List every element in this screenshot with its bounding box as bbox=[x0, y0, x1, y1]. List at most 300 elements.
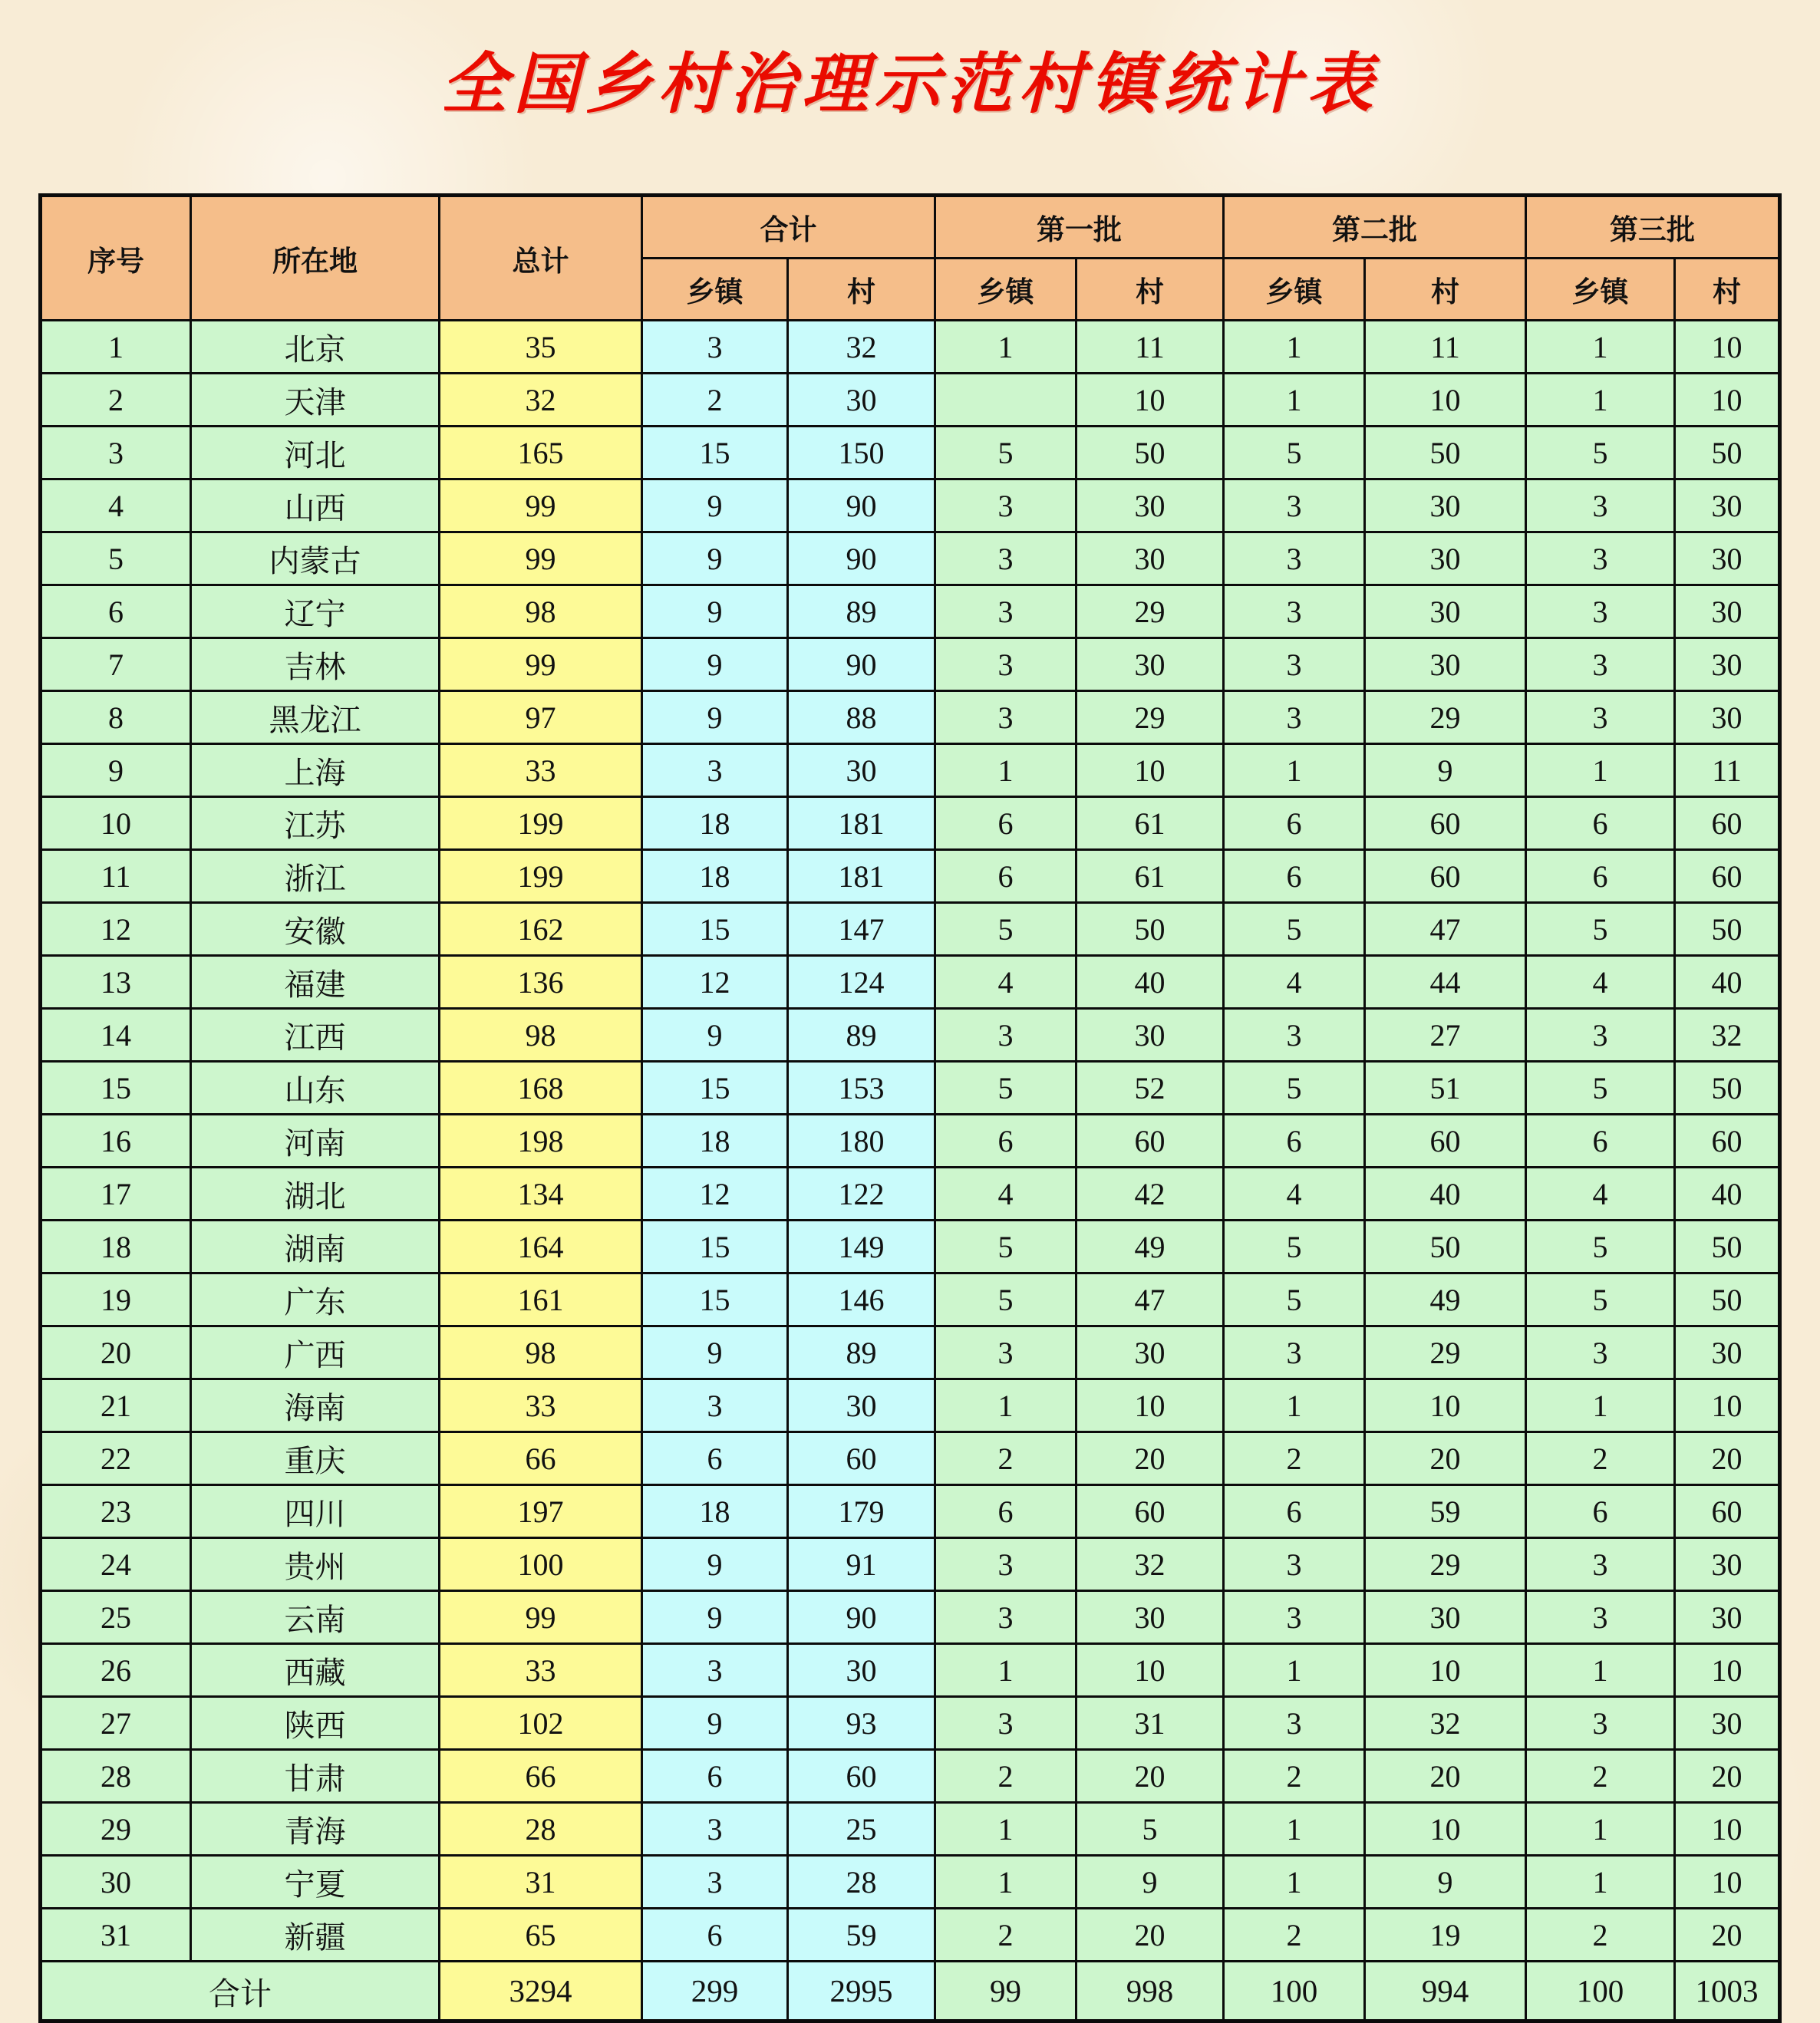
cell-total-township: 6 bbox=[642, 1750, 788, 1803]
cell-total-township: 3 bbox=[642, 321, 788, 374]
header-group-batch3: 第三批 bbox=[1526, 196, 1780, 259]
cell-grand-total: 31 bbox=[440, 1856, 642, 1909]
cell-batch2-township: 3 bbox=[1224, 479, 1365, 532]
footer-row bbox=[41, 1962, 1780, 2021]
cell-batch1-village: 32 bbox=[1077, 1538, 1224, 1591]
cell-batch1-village: 61 bbox=[1077, 797, 1224, 850]
cell-total-village: 147 bbox=[788, 903, 935, 956]
cell-no: 15 bbox=[41, 1062, 191, 1115]
cell-grand-total: 28 bbox=[440, 1803, 642, 1856]
cell-batch1-village: 30 bbox=[1077, 1591, 1224, 1644]
cell-total-township: 15 bbox=[642, 903, 788, 956]
cell-no: 21 bbox=[41, 1379, 191, 1432]
header-group-batch2: 第二批 bbox=[1224, 196, 1526, 259]
cell-total-village: 150 bbox=[788, 427, 935, 479]
cell-region: 陕西 bbox=[191, 1697, 440, 1750]
cell-batch2-township: 1 bbox=[1224, 1856, 1365, 1909]
cell-grand-total: 99 bbox=[440, 479, 642, 532]
header-col-grand-total: 总计 bbox=[440, 196, 642, 321]
cell-total-township: 9 bbox=[642, 1697, 788, 1750]
cell-region: 北京 bbox=[191, 321, 440, 374]
cell-region: 河北 bbox=[191, 427, 440, 479]
cell-batch3-village: 50 bbox=[1675, 903, 1780, 956]
table-row bbox=[41, 1538, 1780, 1591]
cell-batch1-township: 2 bbox=[935, 1750, 1077, 1803]
cell-no: 28 bbox=[41, 1750, 191, 1803]
cell-batch1-village: 10 bbox=[1077, 374, 1224, 427]
cell-no: 2 bbox=[41, 374, 191, 427]
table-row bbox=[41, 1591, 1780, 1644]
cell-grand-total: 198 bbox=[440, 1115, 642, 1168]
cell-region: 新疆 bbox=[191, 1909, 440, 1962]
table-row bbox=[41, 1009, 1780, 1062]
cell-total-village: 89 bbox=[788, 1326, 935, 1379]
cell-region: 贵州 bbox=[191, 1538, 440, 1591]
cell-batch3-township: 3 bbox=[1526, 532, 1675, 585]
cell-region: 重庆 bbox=[191, 1432, 440, 1485]
table-row bbox=[41, 1115, 1780, 1168]
cell-no: 14 bbox=[41, 1009, 191, 1062]
cell-batch2-township: 1 bbox=[1224, 1644, 1365, 1697]
cell-batch2-township: 3 bbox=[1224, 1326, 1365, 1379]
cell-batch1-village: 31 bbox=[1077, 1697, 1224, 1750]
cell-batch3-township: 6 bbox=[1526, 1485, 1675, 1538]
table-row bbox=[41, 903, 1780, 956]
footer-batch1-township: 99 bbox=[935, 1962, 1077, 2021]
cell-no: 7 bbox=[41, 638, 191, 691]
table-row bbox=[41, 532, 1780, 585]
cell-total-village: 28 bbox=[788, 1856, 935, 1909]
cell-total-township: 3 bbox=[642, 1856, 788, 1909]
cell-batch3-village: 30 bbox=[1675, 479, 1780, 532]
cell-batch2-village: 27 bbox=[1365, 1009, 1526, 1062]
cell-total-village: 30 bbox=[788, 1379, 935, 1432]
cell-batch1-village: 29 bbox=[1077, 585, 1224, 638]
cell-total-village: 181 bbox=[788, 797, 935, 850]
cell-region: 天津 bbox=[191, 374, 440, 427]
cell-total-township: 9 bbox=[642, 1009, 788, 1062]
cell-total-township: 9 bbox=[642, 638, 788, 691]
cell-grand-total: 99 bbox=[440, 638, 642, 691]
cell-grand-total: 197 bbox=[440, 1485, 642, 1538]
table-row bbox=[41, 1697, 1780, 1750]
cell-region: 吉林 bbox=[191, 638, 440, 691]
cell-batch1-village: 42 bbox=[1077, 1168, 1224, 1221]
cell-region: 青海 bbox=[191, 1803, 440, 1856]
table-row bbox=[41, 797, 1780, 850]
cell-batch1-township: 1 bbox=[935, 1856, 1077, 1909]
cell-batch2-township: 5 bbox=[1224, 1221, 1365, 1273]
cell-batch1-village: 10 bbox=[1077, 1379, 1224, 1432]
cell-batch2-village: 51 bbox=[1365, 1062, 1526, 1115]
cell-no: 26 bbox=[41, 1644, 191, 1697]
table-row bbox=[41, 427, 1780, 479]
cell-batch2-township: 2 bbox=[1224, 1750, 1365, 1803]
cell-no: 4 bbox=[41, 479, 191, 532]
cell-batch1-village: 11 bbox=[1077, 321, 1224, 374]
table-header bbox=[41, 196, 1780, 321]
cell-batch2-township: 6 bbox=[1224, 797, 1365, 850]
cell-batch3-township: 1 bbox=[1526, 1644, 1675, 1697]
cell-batch2-village: 10 bbox=[1365, 1379, 1526, 1432]
cell-grand-total: 199 bbox=[440, 850, 642, 903]
cell-grand-total: 162 bbox=[440, 903, 642, 956]
cell-batch3-village: 60 bbox=[1675, 1485, 1780, 1538]
header-total-village: 村 bbox=[788, 259, 935, 321]
cell-batch1-village: 30 bbox=[1077, 1009, 1224, 1062]
footer-batch2-village: 994 bbox=[1365, 1962, 1526, 2021]
footer-batch1-village: 998 bbox=[1077, 1962, 1224, 2021]
cell-batch2-township: 3 bbox=[1224, 532, 1365, 585]
cell-batch3-township: 1 bbox=[1526, 374, 1675, 427]
cell-batch3-township: 5 bbox=[1526, 1273, 1675, 1326]
cell-grand-total: 134 bbox=[440, 1168, 642, 1221]
cell-batch1-village: 60 bbox=[1077, 1115, 1224, 1168]
cell-batch1-township: 5 bbox=[935, 1273, 1077, 1326]
cell-region: 山西 bbox=[191, 479, 440, 532]
cell-batch1-township: 3 bbox=[935, 1009, 1077, 1062]
cell-batch1-village: 50 bbox=[1077, 427, 1224, 479]
table-row bbox=[41, 1168, 1780, 1221]
cell-batch2-village: 30 bbox=[1365, 585, 1526, 638]
cell-batch1-village: 30 bbox=[1077, 532, 1224, 585]
cell-batch2-township: 1 bbox=[1224, 1803, 1365, 1856]
cell-batch3-village: 30 bbox=[1675, 532, 1780, 585]
cell-total-village: 60 bbox=[788, 1432, 935, 1485]
cell-total-township: 9 bbox=[642, 479, 788, 532]
cell-region: 辽宁 bbox=[191, 585, 440, 638]
cell-no: 6 bbox=[41, 585, 191, 638]
cell-batch3-township: 1 bbox=[1526, 1803, 1675, 1856]
table-row bbox=[41, 691, 1780, 744]
cell-grand-total: 97 bbox=[440, 691, 642, 744]
cell-batch3-township: 2 bbox=[1526, 1432, 1675, 1485]
cell-batch3-village: 10 bbox=[1675, 1803, 1780, 1856]
cell-batch3-village: 40 bbox=[1675, 956, 1780, 1009]
cell-no: 18 bbox=[41, 1221, 191, 1273]
cell-batch3-village: 20 bbox=[1675, 1750, 1780, 1803]
cell-grand-total: 199 bbox=[440, 797, 642, 850]
cell-region: 上海 bbox=[191, 744, 440, 797]
cell-batch1-village: 50 bbox=[1077, 903, 1224, 956]
cell-batch2-village: 30 bbox=[1365, 1591, 1526, 1644]
cell-batch3-village: 10 bbox=[1675, 374, 1780, 427]
header-batch2-village: 村 bbox=[1365, 259, 1526, 321]
cell-total-village: 153 bbox=[788, 1062, 935, 1115]
header-col-region: 所在地 bbox=[191, 196, 440, 321]
cell-batch2-township: 3 bbox=[1224, 638, 1365, 691]
cell-batch1-township: 1 bbox=[935, 1644, 1077, 1697]
table-row bbox=[41, 1803, 1780, 1856]
cell-batch2-village: 29 bbox=[1365, 1538, 1526, 1591]
cell-region: 安徽 bbox=[191, 903, 440, 956]
cell-batch2-village: 20 bbox=[1365, 1750, 1526, 1803]
cell-region: 江西 bbox=[191, 1009, 440, 1062]
cell-grand-total: 35 bbox=[440, 321, 642, 374]
cell-total-village: 124 bbox=[788, 956, 935, 1009]
cell-batch1-township bbox=[935, 374, 1077, 427]
table-row bbox=[41, 744, 1780, 797]
cell-batch2-village: 20 bbox=[1365, 1432, 1526, 1485]
cell-no: 3 bbox=[41, 427, 191, 479]
cell-batch2-village: 32 bbox=[1365, 1697, 1526, 1750]
table-row bbox=[41, 479, 1780, 532]
cell-batch3-village: 30 bbox=[1675, 1591, 1780, 1644]
cell-no: 9 bbox=[41, 744, 191, 797]
cell-batch2-village: 60 bbox=[1365, 850, 1526, 903]
header-batch1-village: 村 bbox=[1077, 259, 1224, 321]
cell-batch1-village: 9 bbox=[1077, 1856, 1224, 1909]
cell-batch1-village: 20 bbox=[1077, 1432, 1224, 1485]
table-row bbox=[41, 1485, 1780, 1538]
cell-batch2-village: 30 bbox=[1365, 532, 1526, 585]
cell-no: 1 bbox=[41, 321, 191, 374]
cell-no: 5 bbox=[41, 532, 191, 585]
cell-no: 8 bbox=[41, 691, 191, 744]
cell-batch2-village: 40 bbox=[1365, 1168, 1526, 1221]
cell-batch2-township: 3 bbox=[1224, 1697, 1365, 1750]
table-row bbox=[41, 1750, 1780, 1803]
cell-region: 西藏 bbox=[191, 1644, 440, 1697]
cell-total-village: 88 bbox=[788, 691, 935, 744]
cell-batch2-village: 49 bbox=[1365, 1273, 1526, 1326]
cell-batch3-village: 30 bbox=[1675, 691, 1780, 744]
cell-batch2-township: 3 bbox=[1224, 1009, 1365, 1062]
cell-total-township: 9 bbox=[642, 585, 788, 638]
header-total-township: 乡镇 bbox=[642, 259, 788, 321]
cell-total-village: 122 bbox=[788, 1168, 935, 1221]
footer-batch3-village: 1003 bbox=[1675, 1962, 1780, 2021]
cell-region: 广西 bbox=[191, 1326, 440, 1379]
cell-batch1-township: 4 bbox=[935, 1168, 1077, 1221]
cell-total-village: 90 bbox=[788, 532, 935, 585]
cell-batch2-township: 5 bbox=[1224, 1062, 1365, 1115]
cell-batch1-township: 3 bbox=[935, 532, 1077, 585]
cell-total-township: 9 bbox=[642, 532, 788, 585]
cell-batch2-village: 50 bbox=[1365, 1221, 1526, 1273]
cell-batch3-township: 4 bbox=[1526, 1168, 1675, 1221]
cell-region: 内蒙古 bbox=[191, 532, 440, 585]
cell-no: 13 bbox=[41, 956, 191, 1009]
cell-batch2-village: 9 bbox=[1365, 744, 1526, 797]
cell-total-village: 30 bbox=[788, 374, 935, 427]
cell-no: 30 bbox=[41, 1856, 191, 1909]
cell-batch1-village: 30 bbox=[1077, 638, 1224, 691]
cell-total-village: 89 bbox=[788, 1009, 935, 1062]
cell-region: 江苏 bbox=[191, 797, 440, 850]
cell-total-township: 9 bbox=[642, 1591, 788, 1644]
cell-batch3-village: 30 bbox=[1675, 1326, 1780, 1379]
cell-batch2-township: 1 bbox=[1224, 1379, 1365, 1432]
cell-batch2-village: 30 bbox=[1365, 638, 1526, 691]
cell-total-village: 93 bbox=[788, 1697, 935, 1750]
cell-batch2-village: 29 bbox=[1365, 691, 1526, 744]
cell-batch3-township: 6 bbox=[1526, 797, 1675, 850]
cell-batch3-township: 5 bbox=[1526, 1221, 1675, 1273]
cell-region: 湖南 bbox=[191, 1221, 440, 1273]
cell-region: 甘肃 bbox=[191, 1750, 440, 1803]
cell-batch1-township: 3 bbox=[935, 479, 1077, 532]
cell-grand-total: 164 bbox=[440, 1221, 642, 1273]
cell-batch2-village: 19 bbox=[1365, 1909, 1526, 1962]
cell-no: 25 bbox=[41, 1591, 191, 1644]
cell-total-village: 59 bbox=[788, 1909, 935, 1962]
cell-grand-total: 33 bbox=[440, 1644, 642, 1697]
cell-no: 17 bbox=[41, 1168, 191, 1221]
cell-no: 12 bbox=[41, 903, 191, 956]
cell-batch1-village: 30 bbox=[1077, 1326, 1224, 1379]
cell-batch2-township: 6 bbox=[1224, 1485, 1365, 1538]
cell-batch1-township: 6 bbox=[935, 797, 1077, 850]
cell-batch3-village: 10 bbox=[1675, 321, 1780, 374]
cell-grand-total: 161 bbox=[440, 1273, 642, 1326]
cell-region: 河南 bbox=[191, 1115, 440, 1168]
cell-batch1-township: 1 bbox=[935, 321, 1077, 374]
header-col-no: 序号 bbox=[41, 196, 191, 321]
cell-batch2-township: 6 bbox=[1224, 1115, 1365, 1168]
cell-batch3-village: 30 bbox=[1675, 1697, 1780, 1750]
cell-batch3-township: 1 bbox=[1526, 1379, 1675, 1432]
cell-batch2-township: 3 bbox=[1224, 1591, 1365, 1644]
footer-label: 合计 bbox=[41, 1962, 440, 2021]
cell-total-township: 18 bbox=[642, 797, 788, 850]
cell-grand-total: 168 bbox=[440, 1062, 642, 1115]
cell-batch1-township: 3 bbox=[935, 638, 1077, 691]
cell-batch1-township: 5 bbox=[935, 903, 1077, 956]
cell-total-village: 89 bbox=[788, 585, 935, 638]
cell-batch2-township: 4 bbox=[1224, 1168, 1365, 1221]
cell-total-township: 9 bbox=[642, 1538, 788, 1591]
cell-batch1-township: 4 bbox=[935, 956, 1077, 1009]
cell-total-village: 146 bbox=[788, 1273, 935, 1326]
cell-grand-total: 136 bbox=[440, 956, 642, 1009]
cell-batch1-township: 3 bbox=[935, 1326, 1077, 1379]
cell-region: 宁夏 bbox=[191, 1856, 440, 1909]
cell-total-township: 6 bbox=[642, 1432, 788, 1485]
cell-batch3-village: 60 bbox=[1675, 1115, 1780, 1168]
cell-batch1-township: 2 bbox=[935, 1909, 1077, 1962]
cell-total-township: 15 bbox=[642, 1062, 788, 1115]
cell-total-village: 90 bbox=[788, 1591, 935, 1644]
cell-grand-total: 33 bbox=[440, 744, 642, 797]
cell-batch2-township: 2 bbox=[1224, 1432, 1365, 1485]
cell-grand-total: 32 bbox=[440, 374, 642, 427]
footer-total-village: 2995 bbox=[788, 1962, 935, 2021]
table-row bbox=[41, 1909, 1780, 1962]
cell-batch3-township: 3 bbox=[1526, 638, 1675, 691]
cell-batch3-township: 2 bbox=[1526, 1909, 1675, 1962]
cell-batch1-township: 1 bbox=[935, 1803, 1077, 1856]
cell-region: 四川 bbox=[191, 1485, 440, 1538]
cell-total-township: 3 bbox=[642, 1644, 788, 1697]
cell-grand-total: 100 bbox=[440, 1538, 642, 1591]
cell-batch3-township: 3 bbox=[1526, 1591, 1675, 1644]
cell-batch2-village: 44 bbox=[1365, 956, 1526, 1009]
table-row bbox=[41, 1432, 1780, 1485]
cell-batch3-village: 20 bbox=[1675, 1909, 1780, 1962]
cell-batch3-village: 50 bbox=[1675, 1221, 1780, 1273]
cell-total-village: 180 bbox=[788, 1115, 935, 1168]
cell-batch2-township: 6 bbox=[1224, 850, 1365, 903]
cell-batch2-township: 1 bbox=[1224, 744, 1365, 797]
cell-batch1-township: 6 bbox=[935, 1485, 1077, 1538]
statistics-table bbox=[38, 193, 1782, 2023]
cell-batch3-township: 2 bbox=[1526, 1750, 1675, 1803]
cell-batch2-village: 10 bbox=[1365, 374, 1526, 427]
cell-batch1-village: 10 bbox=[1077, 744, 1224, 797]
cell-batch1-village: 29 bbox=[1077, 691, 1224, 744]
cell-no: 16 bbox=[41, 1115, 191, 1168]
cell-total-village: 91 bbox=[788, 1538, 935, 1591]
cell-batch2-township: 1 bbox=[1224, 374, 1365, 427]
cell-batch2-township: 3 bbox=[1224, 1538, 1365, 1591]
cell-grand-total: 66 bbox=[440, 1432, 642, 1485]
cell-region: 福建 bbox=[191, 956, 440, 1009]
cell-grand-total: 165 bbox=[440, 427, 642, 479]
header-batch1-township: 乡镇 bbox=[935, 259, 1077, 321]
cell-batch1-township: 1 bbox=[935, 1379, 1077, 1432]
cell-batch1-village: 49 bbox=[1077, 1221, 1224, 1273]
cell-batch1-township: 3 bbox=[935, 691, 1077, 744]
cell-batch2-village: 60 bbox=[1365, 797, 1526, 850]
table-row bbox=[41, 1062, 1780, 1115]
cell-batch1-village: 20 bbox=[1077, 1750, 1224, 1803]
cell-batch3-village: 40 bbox=[1675, 1168, 1780, 1221]
cell-total-township: 18 bbox=[642, 850, 788, 903]
header-batch2-township: 乡镇 bbox=[1224, 259, 1365, 321]
footer-grand-total: 3294 bbox=[440, 1962, 642, 2021]
cell-batch1-township: 3 bbox=[935, 1538, 1077, 1591]
table-row bbox=[41, 1644, 1780, 1697]
cell-batch2-village: 10 bbox=[1365, 1803, 1526, 1856]
cell-total-village: 179 bbox=[788, 1485, 935, 1538]
cell-batch1-township: 3 bbox=[935, 1697, 1077, 1750]
cell-batch3-township: 1 bbox=[1526, 1856, 1675, 1909]
cell-batch1-township: 5 bbox=[935, 1221, 1077, 1273]
cell-no: 22 bbox=[41, 1432, 191, 1485]
cell-batch3-township: 5 bbox=[1526, 1062, 1675, 1115]
table-row bbox=[41, 1326, 1780, 1379]
cell-batch2-township: 4 bbox=[1224, 956, 1365, 1009]
cell-no: 27 bbox=[41, 1697, 191, 1750]
cell-batch1-township: 6 bbox=[935, 1115, 1077, 1168]
cell-batch3-township: 4 bbox=[1526, 956, 1675, 1009]
cell-total-village: 30 bbox=[788, 744, 935, 797]
table-row bbox=[41, 1379, 1780, 1432]
cell-batch3-township: 6 bbox=[1526, 850, 1675, 903]
cell-total-village: 181 bbox=[788, 850, 935, 903]
table-row bbox=[41, 638, 1780, 691]
cell-batch1-village: 40 bbox=[1077, 956, 1224, 1009]
cell-grand-total: 102 bbox=[440, 1697, 642, 1750]
cell-batch3-township: 3 bbox=[1526, 585, 1675, 638]
cell-batch2-village: 10 bbox=[1365, 1644, 1526, 1697]
cell-total-township: 9 bbox=[642, 691, 788, 744]
cell-batch3-village: 50 bbox=[1675, 1273, 1780, 1326]
cell-region: 山东 bbox=[191, 1062, 440, 1115]
cell-batch1-village: 47 bbox=[1077, 1273, 1224, 1326]
cell-batch2-township: 1 bbox=[1224, 321, 1365, 374]
table-row bbox=[41, 956, 1780, 1009]
cell-no: 20 bbox=[41, 1326, 191, 1379]
cell-total-township: 3 bbox=[642, 1379, 788, 1432]
footer-batch3-township: 100 bbox=[1526, 1962, 1675, 2021]
cell-batch1-village: 52 bbox=[1077, 1062, 1224, 1115]
cell-batch1-village: 30 bbox=[1077, 479, 1224, 532]
cell-batch3-village: 50 bbox=[1675, 1062, 1780, 1115]
header-group-total: 合计 bbox=[642, 196, 935, 259]
cell-total-township: 18 bbox=[642, 1115, 788, 1168]
